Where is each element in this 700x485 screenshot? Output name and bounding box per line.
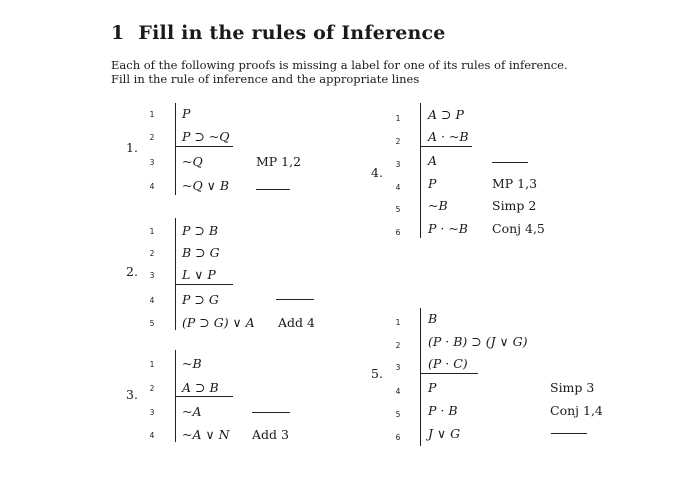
proof-1-line-number: 4 bbox=[149, 182, 155, 191]
proof-2-missing-rule-blank[interactable] bbox=[276, 299, 314, 300]
proof-5-line-number: 1 bbox=[395, 318, 401, 327]
proof-3-statement: ~A bbox=[182, 404, 202, 419]
proof-4-missing-rule-blank[interactable] bbox=[492, 162, 528, 163]
proof-5-label: 5. bbox=[371, 366, 383, 381]
proof-4-label: 4. bbox=[371, 165, 383, 180]
proof-1-statement: P ⊃ ~Q bbox=[182, 129, 230, 144]
proof-1-missing-rule-blank[interactable] bbox=[256, 189, 290, 190]
proof-4-scope-line bbox=[420, 103, 421, 238]
proof-4-rule: Conj 4,5 bbox=[492, 221, 545, 236]
proof-3-line-number: 1 bbox=[149, 360, 155, 369]
proof-3-premise-divider bbox=[175, 396, 233, 397]
proof-1-line-number: 3 bbox=[149, 158, 155, 167]
proof-5-scope-line bbox=[420, 308, 421, 446]
instructions-line-2: Fill in the rule of inference and the appropriate lines bbox=[111, 72, 420, 86]
proof-4-statement: P · ~B bbox=[428, 221, 468, 236]
proof-4-line-number: 1 bbox=[395, 114, 401, 123]
proof-2-label: 2. bbox=[126, 264, 138, 279]
instructions-line-1: Each of the following proofs is missing a label for one of its rules of inference. bbox=[111, 58, 568, 72]
proof-2-statement: (P ⊃ G) ∨ A bbox=[182, 315, 255, 330]
proof-4-line-number: 4 bbox=[395, 183, 401, 192]
proof-5-line-number: 4 bbox=[395, 387, 401, 396]
proof-2-statement: L ∨ P bbox=[182, 267, 216, 282]
proof-3-line-number: 4 bbox=[149, 431, 155, 440]
proof-1-line-number: 1 bbox=[149, 110, 155, 119]
proof-3-rule: Add 3 bbox=[252, 427, 289, 442]
proof-2-line-number: 5 bbox=[149, 319, 155, 328]
proof-2-premise-divider bbox=[175, 284, 233, 285]
proof-1-line-number: 2 bbox=[149, 133, 155, 142]
proof-4-statement: A ⊃ P bbox=[428, 107, 464, 122]
proof-2-line-number: 2 bbox=[149, 249, 155, 258]
proof-3-line-number: 3 bbox=[149, 408, 155, 417]
proof-4-line-number: 5 bbox=[395, 205, 401, 214]
proof-5-statement: B bbox=[428, 311, 438, 326]
section-number: 1 bbox=[111, 22, 125, 44]
proof-1-statement: ~Q ∨ B bbox=[182, 178, 230, 193]
proof-2-line-number: 4 bbox=[149, 296, 155, 305]
proof-3-missing-rule-blank[interactable] bbox=[252, 412, 290, 413]
proof-5-rule: Simp 3 bbox=[550, 380, 595, 395]
proof-5-rule: Conj 1,4 bbox=[550, 403, 603, 418]
proof-3-label: 3. bbox=[126, 387, 138, 402]
proof-5-premise-divider bbox=[420, 373, 478, 374]
instructions bbox=[111, 58, 581, 86]
proof-1-premise-divider bbox=[175, 146, 233, 147]
proof-4-line-number: 6 bbox=[395, 228, 401, 237]
proof-4-line-number: 3 bbox=[395, 160, 401, 169]
proof-5-statement: (P · C) bbox=[428, 356, 468, 371]
proof-1-scope-line bbox=[175, 103, 176, 195]
proof-2-statement: P ⊃ G bbox=[182, 292, 219, 307]
proof-5-statement: (P · B) ⊃ (J ∨ G) bbox=[428, 334, 528, 349]
proof-2-scope-line bbox=[175, 218, 176, 330]
proof-4-statement: A bbox=[428, 153, 438, 168]
section-title: Fill in the rules of Inference bbox=[138, 22, 446, 44]
proof-5-statement: J ∨ G bbox=[428, 426, 461, 441]
proof-4-rule: MP 1,3 bbox=[492, 176, 538, 191]
proof-5-line-number: 3 bbox=[395, 363, 401, 372]
proof-4-statement: P bbox=[428, 176, 437, 191]
proof-2-line-number: 1 bbox=[149, 227, 155, 236]
proof-2-line-number: 3 bbox=[149, 271, 155, 280]
proof-4-statement: ~B bbox=[428, 198, 448, 213]
proof-4-statement: A · ~B bbox=[428, 129, 469, 144]
proof-2-statement: B ⊃ G bbox=[182, 245, 220, 260]
proof-4-rule: Simp 2 bbox=[492, 198, 537, 213]
proof-5-missing-rule-blank[interactable] bbox=[551, 433, 587, 434]
proof-5-statement: P · B bbox=[428, 403, 458, 418]
section-heading bbox=[111, 22, 446, 44]
proof-1-statement: ~Q bbox=[182, 154, 203, 169]
proof-4-line-number: 2 bbox=[395, 137, 401, 146]
proof-2-statement: P ⊃ B bbox=[182, 223, 219, 238]
proof-3-line-number: 2 bbox=[149, 384, 155, 393]
proof-2-rule: Add 4 bbox=[278, 315, 315, 330]
proof-3-statement: ~A ∨ N bbox=[182, 427, 230, 442]
proof-4-premise-divider bbox=[420, 146, 472, 147]
proof-5-line-number: 5 bbox=[395, 410, 401, 419]
proof-5-line-number: 6 bbox=[395, 433, 401, 442]
proof-1-label: 1. bbox=[126, 140, 138, 155]
proof-3-statement: A ⊃ B bbox=[182, 380, 219, 395]
proof-5-statement: P bbox=[428, 380, 437, 395]
proof-5-line-number: 2 bbox=[395, 341, 401, 350]
proof-3-statement: ~B bbox=[182, 356, 202, 371]
proof-1-rule: MP 1,2 bbox=[256, 154, 302, 169]
proof-1-statement: P bbox=[182, 106, 191, 121]
